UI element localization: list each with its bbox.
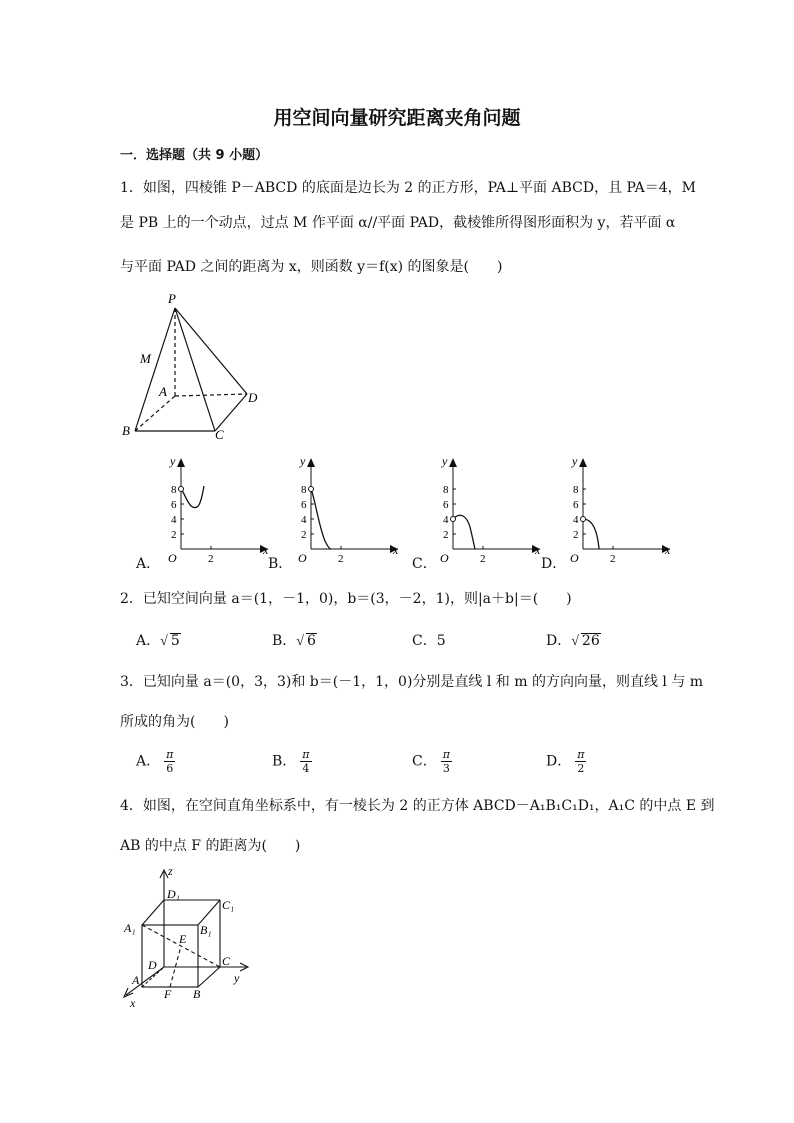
y-tick-label: 6 — [443, 499, 449, 511]
q4-line2: AB 的中点 F 的距离为( ) — [120, 838, 301, 854]
label-E: E — [179, 932, 187, 946]
y-tick-label: 2 — [443, 529, 449, 541]
y-tick-label: 4 — [301, 514, 307, 526]
page-title: 用空间向量研究距离夹角问题 — [273, 107, 521, 129]
graph-a — [155, 455, 270, 565]
y-tick-label: 8 — [301, 484, 307, 496]
label-C: C — [222, 954, 231, 968]
label-P: P — [168, 291, 176, 306]
q2-option-b[interactable]: B．√ 6 — [272, 633, 316, 649]
y-tick-label: 8 — [443, 484, 449, 496]
y-tick-label: 4 — [171, 514, 177, 526]
label-F: F — [164, 987, 172, 1001]
label-A1: A₁ — [124, 921, 136, 935]
graph-d — [557, 455, 672, 565]
function-curve — [453, 515, 475, 549]
cube-figure — [118, 862, 258, 1012]
y-axis-label: y — [300, 455, 306, 468]
axis-z: z — [168, 864, 173, 878]
x-axis-label: x — [665, 543, 671, 557]
y-arrow — [449, 458, 457, 467]
y-arrow — [177, 458, 185, 467]
q3-line2: 所成的角为( ) — [120, 714, 229, 730]
label-A: A — [159, 384, 167, 399]
label-D: D — [248, 390, 258, 405]
origin-label: O — [440, 551, 449, 565]
start-point — [179, 487, 184, 492]
function-curve — [181, 486, 204, 508]
label-M: M — [140, 351, 151, 366]
x-axis-label: x — [535, 543, 541, 557]
label-B: B — [193, 987, 201, 1001]
axis-y: y — [234, 971, 240, 985]
graph-b — [285, 455, 400, 565]
q2-option-a[interactable]: A．√ 5 — [136, 633, 180, 649]
q1-option-b[interactable]: B． — [268, 556, 293, 572]
q3-option-c[interactable]: C． $\frac{\pi}{3}$ — [412, 748, 450, 775]
y-tick-label: 4 — [573, 514, 579, 526]
label-D: D — [148, 958, 157, 972]
y-arrow — [579, 458, 587, 467]
q3-line1: 3．已知向量 a＝(0，3，3)和 b＝(－1，1，0)分别是直线 l 和 m 的方向向量，则直线 l 与 m — [120, 674, 704, 690]
q1-option-a[interactable]: A． — [136, 556, 161, 572]
origin-label: O — [168, 551, 177, 565]
y-tick-label: 8 — [573, 484, 579, 496]
y-axis-label: y — [170, 455, 176, 468]
label-B: B — [122, 423, 130, 438]
pyramid-figure — [115, 288, 275, 443]
label-D1: D₁ — [167, 887, 180, 901]
y-tick-label: 6 — [171, 499, 177, 511]
q3-option-d[interactable]: D． $\frac{\pi}{2}$ — [546, 748, 585, 775]
q1-option-d[interactable]: D． — [541, 556, 567, 572]
y-tick-label: 4 — [443, 514, 449, 526]
y-axis-label: y — [572, 455, 578, 468]
x-axis-label: x — [263, 543, 269, 557]
y-axis-label: y — [442, 455, 448, 468]
y-tick-label: 6 — [573, 499, 579, 511]
q3-option-b[interactable]: B． $\frac{\pi}{4}$ — [272, 748, 310, 775]
q1-line2: 是 PB 上的一个动点，过点 M 作平面 α//平面 PAD，截棱锥所得图形面积为 y，若平面 α — [120, 215, 676, 231]
q2-line1: 2．已知空间向量 a＝(1，－1，0)，b＝(3，－2，1)，则|a＋b|＝( ) — [120, 591, 572, 607]
y-tick-label: 6 — [301, 499, 307, 511]
q1-option-c[interactable]: C． — [412, 556, 437, 572]
y-tick-label: 2 — [573, 529, 579, 541]
label-B1: B₁ — [200, 923, 212, 937]
q1-line3: 与平面 PAD 之间的距离为 x，则函数 y＝f(x) 的图象是( ) — [120, 259, 503, 275]
label-A: A — [132, 973, 140, 987]
x-axis-label: x — [393, 543, 399, 557]
q3-option-a[interactable]: A． $\frac{\pi}{6}$ — [136, 748, 174, 775]
label-C1: C₁ — [222, 898, 235, 912]
q4-line1: 4．如图，在空间直角坐标系中，有一棱长为 2 的正方体 ABCD－A₁B₁C₁D₁，A₁C 的中点 E 到 — [120, 798, 715, 814]
start-point — [309, 487, 314, 492]
y-tick-label: 2 — [171, 529, 177, 541]
start-point — [451, 517, 456, 522]
origin-label: O — [298, 551, 307, 565]
q2-option-c[interactable]: C．5 — [412, 633, 446, 649]
y-arrow — [307, 458, 315, 467]
origin-label: O — [570, 551, 579, 565]
section-heading: 一．选择题（共 9 小题） — [120, 148, 269, 163]
y-tick-label: 2 — [301, 529, 307, 541]
x-tick-label: 2 — [610, 553, 616, 565]
x-tick-label: 2 — [480, 553, 486, 565]
x-tick-label: 2 — [338, 553, 344, 565]
start-point — [581, 517, 586, 522]
q1-line1: 1．如图，四棱锥 P－ABCD 的底面是边长为 2 的正方形，PA⊥平面 ABCD，且 PA＝4，M — [120, 180, 697, 196]
label-C: C — [215, 427, 224, 442]
q2-option-d[interactable]: D．√ 26 — [546, 633, 600, 649]
x-tick-label: 2 — [208, 553, 214, 565]
y-tick-label: 8 — [171, 484, 177, 496]
axis-x: x — [130, 996, 136, 1010]
graph-c — [427, 455, 542, 565]
